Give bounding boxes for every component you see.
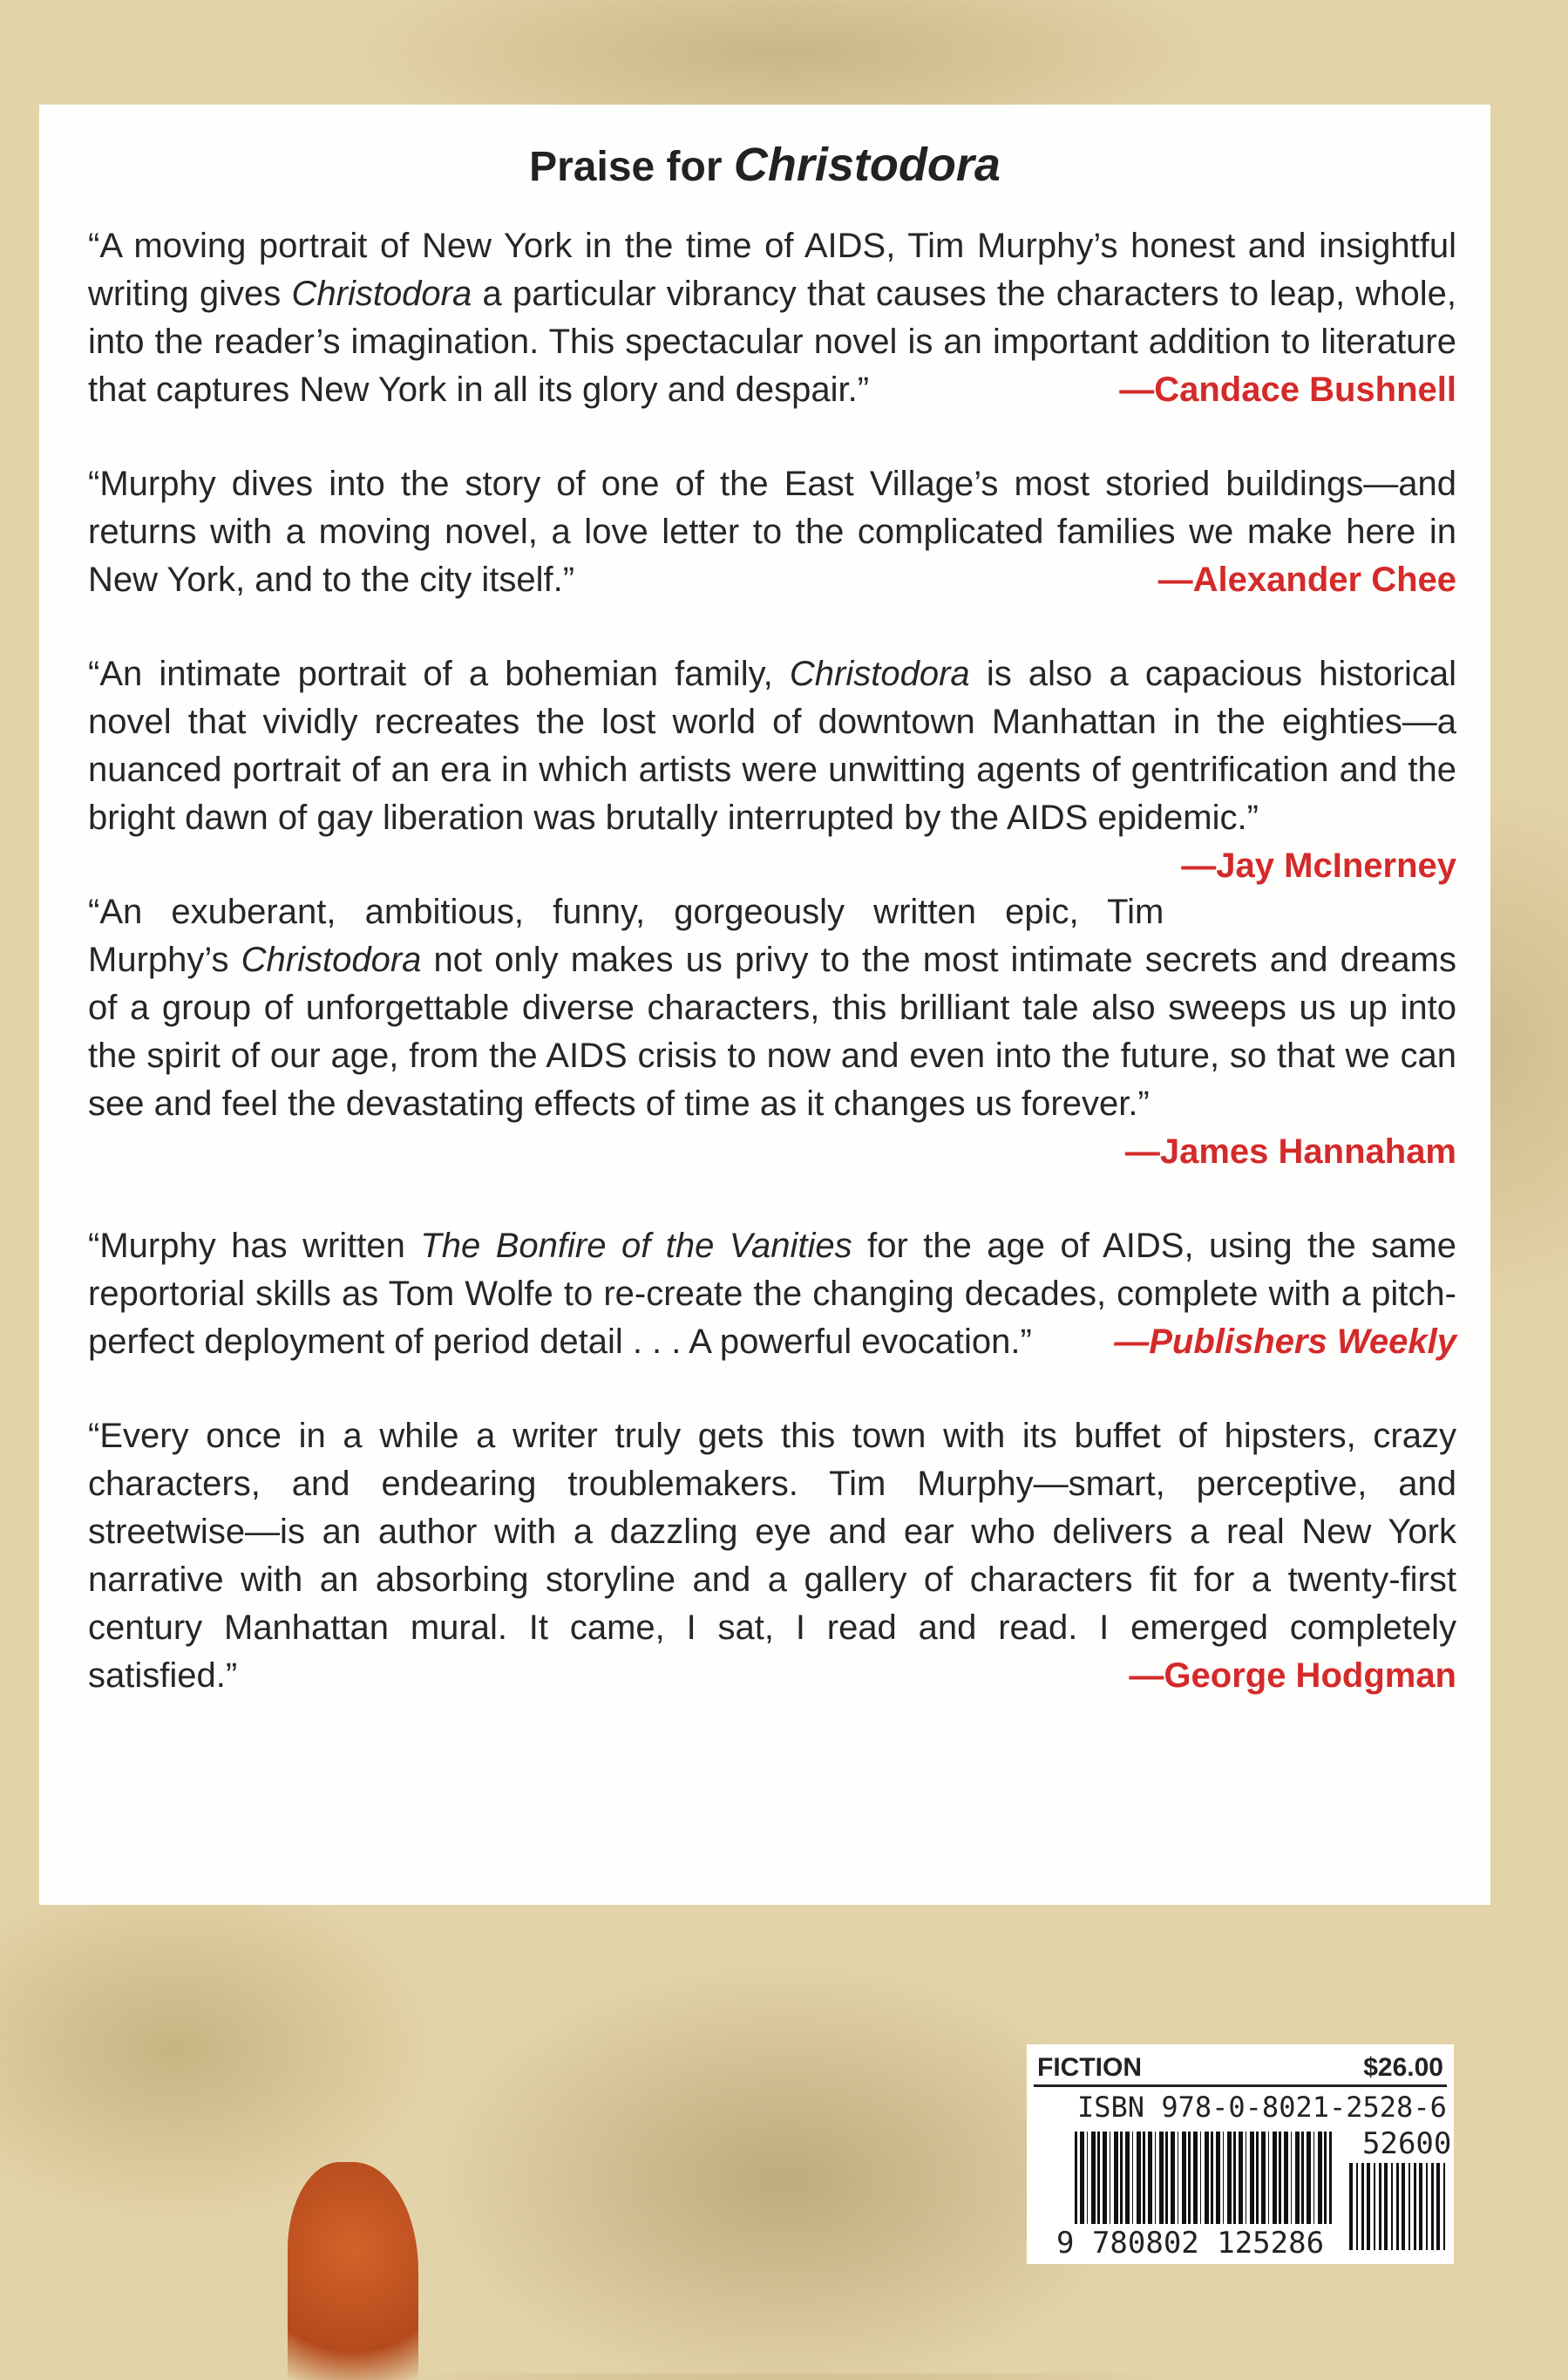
isbn-text: ISBN 978-0-8021-2528-6 [1077,2091,1447,2124]
ean-number: 9 780802 125286 [1056,2226,1325,2261]
barcode-header [1034,2050,1447,2087]
praise-panel [39,105,1490,1905]
category-label: FICTION [1037,2053,1142,2082]
addon-number: 52600 [1362,2126,1452,2161]
barcode-label [1027,2044,1454,2264]
quote-text: “A moving portrait of New York in the time of AIDS, Tim Murphy’s honest and insightful writing gives Christodora a particular vibrancy that causes the characters to leap, whole, into the reader’s imagination. This spectacular novel is an important addition to literature that captures New York in all its glory and despair.” [88,227,1457,409]
quote-attribution: —George Hodgman [1129,1656,1456,1695]
title-prefix: Praise for [529,144,723,190]
quote-text: “Murphy has written The Bonfire of the Vanities for the age of AIDS, using the same reportorial skills as Tom Wolfe to re-create the changing decades, complete with a pitch-perfect deployment of period detail . . . A powerful evocation.” [88,1227,1456,1361]
quotes-list [88,222,1456,1746]
quote-attribution: —Publishers Weekly [1114,1323,1456,1361]
quote-attribution: —Alexander Chee [1157,561,1456,599]
quote-attribution: —James Hannaham [1124,1132,1456,1171]
price-label: $26.00 [1363,2053,1443,2082]
addon-barcode-bars [1349,2163,1447,2250]
quote [88,888,1456,1176]
quote [88,1222,1456,1366]
quote-attribution: —Candace Bushnell [1119,371,1456,409]
background-stain [288,2162,418,2380]
quote [88,650,1456,885]
quote [88,222,1456,414]
quote-text: “An intimate portrait of a bohemian family, Christodora is also a capacious historical novel that vividly recreates the lost world of downtown Manhattan in the eighties—a nuanced portrait of an era in which artists were unwitting agents of gentrification and the bright dawn of gay liberation was brutally interrupted by the AIDS epidemic.” [88,655,1456,837]
quote-attribution: —Jay McInerney [1181,847,1456,885]
page-title [39,138,1490,192]
title-book: Christodora [733,139,1001,191]
quote-text: “Every once in a while a writer truly gets this town with its buffet of hipsters, crazy characters, and endearing troublemakers. Tim Murphy—smart, perceptive, and streetwise—is an author with a dazzling eye and ear who delivers a real New York narrative with an absorbing storyline and a gallery of characters fit for a twenty-first century Manhattan mural. It came, I sat, I read and read. I emerged completely satisfied.” [88,1417,1456,1695]
quote [88,1412,1456,1700]
quote [88,460,1456,604]
quote-text: “Murphy dives into the story of one of the East Village’s most storied buildings—and returns with a moving novel, a love letter to the complicated families we make here in New York, and to the city itself.” [88,465,1456,599]
barcode-bars [1075,2132,1332,2224]
quote-text: “An exuberant, ambitious, funny, gorgeously written epic, Tim Murphy’s Christodora not only makes us privy to the most intimate secrets and dreams of a group of unforgettable diverse characters, this brilliant tale also sweeps us up into the spirit of our age, from the AIDS crisis to now and even into the future, so that we can see and feel the devastating effects of time as it changes us forever.” [88,893,1456,1123]
